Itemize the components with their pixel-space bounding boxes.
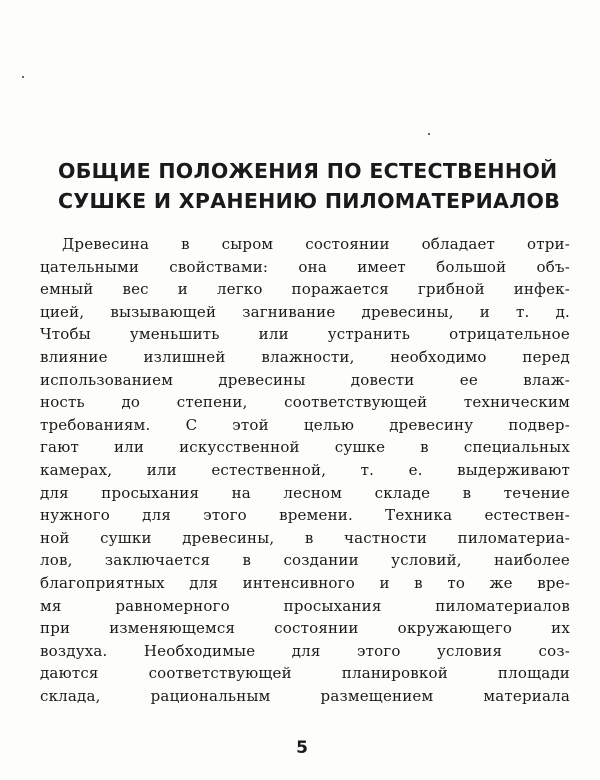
body-paragraph [40, 233, 570, 707]
text-line: благоприятных для интенсивного и в то же вре- [40, 573, 570, 592]
text-line: влияние излишней влажности, необходимо перед [40, 347, 570, 366]
print-speck [22, 76, 24, 78]
text-line: нужного для этого времени. Техника естествен- [40, 506, 570, 525]
text-line: мя равномерного просыхания пиломатериалов [40, 596, 570, 615]
text-line: даются соответствующей планировкой площади [40, 664, 570, 683]
title-line: СУШКЕ И ХРАНЕНИЮ ПИЛОМАТЕРИАЛОВ [58, 189, 561, 213]
text-line: Древесина в сыром состоянии обладает отри- [62, 235, 570, 253]
text-line: цательными свойствами: она имеет большой объ- [40, 257, 570, 276]
text-line: Чтобы уменьшить или устранить отрицательное [40, 325, 570, 344]
page-title [58, 156, 568, 216]
text-line: ность до степени, соответствующей техническим [40, 393, 570, 412]
text-line: камерах, или естественной, т. е. выдерживают [40, 460, 570, 479]
text-line: для просыхания на лесном складе в течение [40, 483, 570, 502]
text-line: гают или искусственной сушке в специальных [40, 438, 570, 457]
text-line: воздуха. Необходимые для этого условия соз- [40, 641, 570, 660]
text-line: склада, рациональным размещением материала [40, 686, 570, 705]
text-line: цией, вызывающей загнивание древесины, и т. д. [40, 302, 570, 321]
text-line: использованием древесины довести ее влаж- [40, 370, 570, 389]
print-speck [428, 133, 430, 135]
text-line: ной сушки древесины, в частности пиломатериа- [40, 528, 570, 547]
text-line: лов, заключается в создании условий, наиболее [40, 551, 570, 570]
text-line: при изменяющемся состоянии окружающего их [40, 619, 570, 638]
title-line: ОБЩИЕ ПОЛОЖЕНИЯ ПО ЕСТЕСТВЕННОЙ [58, 159, 558, 183]
page-number: 5 [296, 738, 308, 758]
text-line: требованиям. С этой целью древесину подвер- [40, 415, 570, 434]
text-line: емный вес и легко поражается грибной инфек- [40, 280, 570, 299]
